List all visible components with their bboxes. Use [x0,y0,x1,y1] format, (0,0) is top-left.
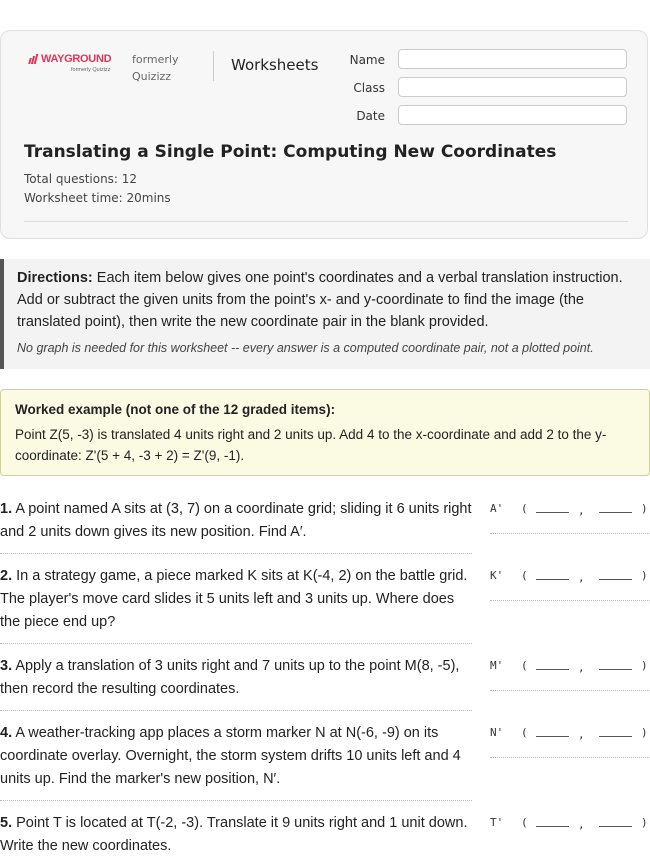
worked-example [0,389,650,476]
comma: , [578,571,585,584]
question-number: 4. [0,725,13,741]
x-blank[interactable] [536,669,569,670]
question-divider [0,800,472,801]
y-blank[interactable] [599,579,632,580]
example-body: Point Z(5, -3) is translated 4 units right and 2 units up. Add 4 to the x-coordinate and add 2 to the y-coordinate: Z'(5 + 4, -3 + 2) = Z'(9, -1). [15,427,607,463]
directions-note: No graph is needed for this worksheet -- every answer is a computed coordinate pair, not a plotted point. [17,341,594,355]
directions-box [0,259,650,369]
class-field[interactable] [398,77,627,97]
answer-label: M' [490,659,504,672]
open-paren: ( [521,659,528,672]
question-text: In a strategy game, a piece marked K sits at K(-4, 2) on the battle grid. The player's move card slides it 5 units left and 3 units up. Where does the piece end up? [0,568,468,630]
question-3 [0,655,472,701]
header-divider-line [24,221,628,222]
answer-label: N' [490,726,504,739]
formerly-line2: Quizizz [132,70,172,83]
close-paren: ) [641,726,648,739]
logo-mark-icon [29,54,37,64]
formerly-line1: formerly [132,53,179,66]
question-divider [0,710,472,711]
comma: , [578,661,585,674]
worksheet-time: Worksheet time: 20mins [24,191,171,205]
question-number: 2. [0,568,13,584]
question-number: 5. [0,815,13,831]
x-blank[interactable] [536,736,569,737]
name-field[interactable] [398,49,627,69]
open-paren: ( [521,569,528,582]
answer-label: A' [490,502,504,515]
y-blank[interactable] [599,736,632,737]
formerly-quizizz [132,51,179,85]
x-blank[interactable] [536,579,569,580]
answer-divider [490,600,650,601]
answer-divider [490,690,650,691]
directions-lead: Directions: [17,270,93,286]
answer-blank-2[interactable] [490,567,650,589]
wayground-logo [29,53,111,73]
open-paren: ( [521,502,528,515]
close-paren: ) [641,502,648,515]
answer-label: T' [490,816,504,829]
answer-label: K' [490,569,504,582]
header-divider [213,51,214,81]
comma: , [578,728,585,741]
answer-blank-1[interactable] [490,500,650,522]
question-5 [0,812,472,858]
total-questions: Total questions: 12 [24,172,138,186]
logo-subtext: formerly Quizizz [71,67,111,73]
question-text: A weather-tracking app places a storm marker N at N(-6, -9) on its coordinate overlay. Overnight, the storm system drifts 10 units left and 4 units up. Find the marker's new position, N′. [0,725,461,787]
question-divider [0,643,472,644]
name-label: Name [349,53,385,67]
x-blank[interactable] [536,512,569,513]
question-4 [0,722,472,791]
x-blank[interactable] [536,826,569,827]
comma: , [578,504,585,517]
question-number: 3. [0,658,13,674]
logo-text: WAYGROUND [41,53,112,65]
question-text: Apply a translation of 3 units right and 7 units up to the point M(8, -5), then record the resulting coordinates. [0,658,460,697]
question-number: 1. [0,501,13,517]
open-paren: ( [521,726,528,739]
question-1 [0,498,472,544]
worksheet-title: Translating a Single Point: Computing New Coordinates [24,142,557,162]
close-paren: ) [641,816,648,829]
y-blank[interactable] [599,512,632,513]
answer-divider [490,757,650,758]
open-paren: ( [521,816,528,829]
class-label: Class [353,81,385,95]
directions-text [17,267,640,333]
answer-blank-4[interactable] [490,724,650,746]
question-text: A point named A sits at (3, 7) on a coordinate grid; sliding it 6 units right and 2 units down gives its new position. Find A′. [0,501,472,540]
comma: , [578,818,585,831]
close-paren: ) [641,569,648,582]
close-paren: ) [641,659,648,672]
worksheet-header [0,30,648,239]
example-title: Worked example (not one of the 12 graded items): [15,402,336,417]
question-2 [0,565,472,634]
answer-blank-5[interactable] [490,814,650,836]
y-blank[interactable] [599,669,632,670]
date-field[interactable] [398,105,627,125]
answer-divider [490,533,650,534]
y-blank[interactable] [599,826,632,827]
date-label: Date [356,109,385,123]
section-label: Worksheets [231,56,319,74]
directions-body: Each item below gives one point's coordinates and a verbal translation instruction. Add or subtract the given units from the point's x- and y-coordinate to find the image (the translated point), then write the new coordinate pair in the blank provided. [17,270,623,330]
question-divider [0,553,472,554]
answer-blank-3[interactable] [490,657,650,679]
question-text: Point T is located at T(-2, -3). Translate it 9 units right and 1 unit down. Write the new coordinates. [0,815,468,854]
